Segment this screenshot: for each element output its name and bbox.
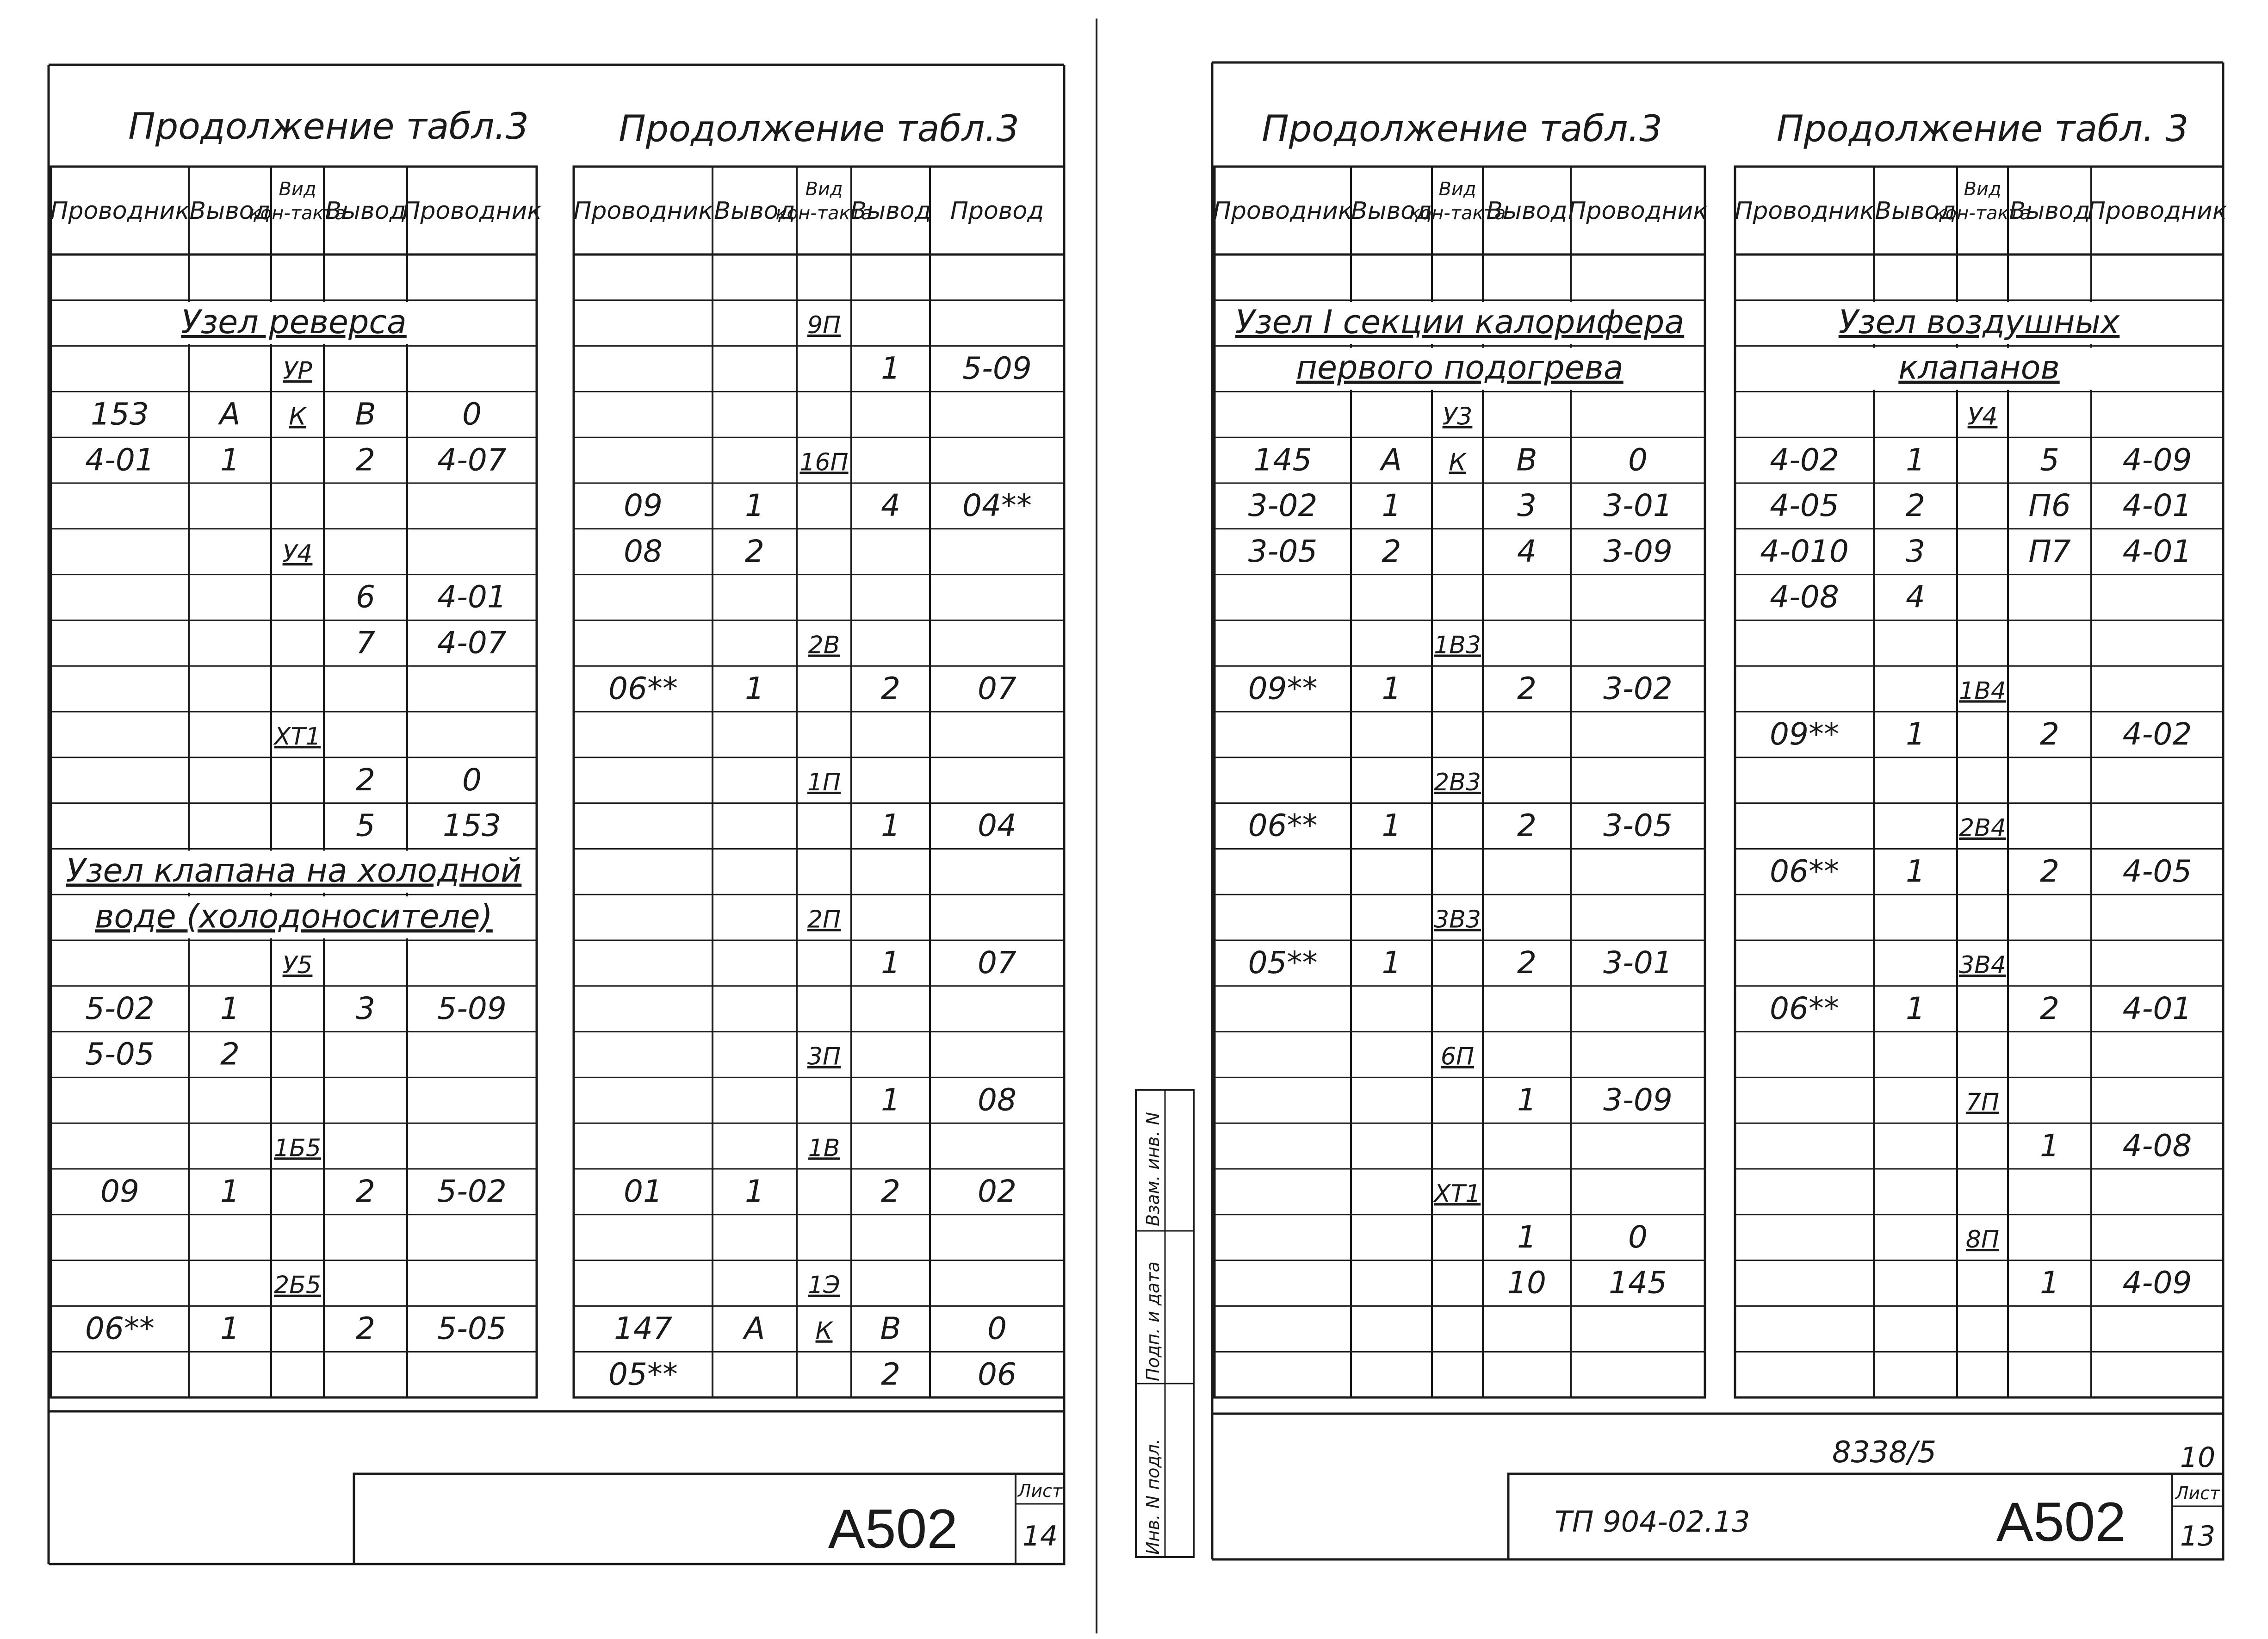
table-cell: 1 [881, 807, 900, 844]
table-cell: 3-09 [1603, 533, 1673, 569]
contact-cell: К [815, 1317, 833, 1345]
table-cell: 5 [356, 807, 375, 844]
contact-cell: ХТ1 [274, 723, 321, 751]
table-caption: Продолжение табл.3 [128, 106, 529, 148]
right-sheet-label: Лист [2175, 1483, 2220, 1503]
node-title: Узел I секции калорифера [1235, 303, 1685, 341]
table-cell: 7 [356, 625, 375, 661]
table-cell: 09 [100, 1173, 139, 1210]
table-cell: 4-01 [2122, 990, 2192, 1026]
table-cell: 2 [356, 762, 375, 798]
column-header: Вывод [189, 197, 271, 225]
header-contact-type: Вид [1438, 179, 1476, 200]
contact-cell: 6П [1440, 1043, 1475, 1071]
column-header: Вывод [714, 197, 795, 225]
stamp-inv-label: Инв. N подл. [1143, 1438, 1163, 1555]
column-header: Вывод [325, 197, 406, 225]
table-cell: 153 [443, 807, 501, 844]
contact-cell: К [289, 403, 306, 431]
table-caption: Продолжение табл. 3 [1776, 108, 2189, 150]
table-cell: 4-09 [2122, 1265, 2192, 1301]
table-cell: 02 [978, 1173, 1016, 1210]
left-sheet-number: 14 [1022, 1520, 1058, 1552]
table-cell: А [1381, 442, 1402, 478]
contact-cell: У3 [1442, 403, 1473, 431]
table-cell: 5-02 [437, 1173, 507, 1210]
table-cell: 1 [1906, 990, 1925, 1026]
table-cell: 01 [624, 1173, 663, 1210]
table-cell: 4-01 [2122, 533, 2192, 569]
table-cell: 145 [1253, 442, 1312, 478]
contact-cell: 7П [1965, 1088, 2000, 1117]
contact-cell: К [1449, 448, 1466, 477]
table-cell: П6 [2028, 488, 2071, 524]
table-cell: 2 [356, 1173, 375, 1210]
table-cell: 1 [220, 1310, 240, 1347]
table-cell: 4-08 [2122, 1128, 2192, 1164]
table-cell: 1 [881, 1082, 900, 1118]
table-cell: 4-01 [2122, 488, 2192, 524]
contact-cell: ХТ1 [1434, 1180, 1481, 1208]
contact-cell: 3П [807, 1043, 841, 1071]
table-cell: 3-02 [1603, 670, 1673, 707]
table-cell: В [880, 1310, 901, 1347]
table-cell: 4-07 [437, 442, 507, 478]
table-cell: 1 [1382, 945, 1401, 981]
table-cell: 08 [978, 1082, 1016, 1118]
table-cell: А [744, 1310, 765, 1347]
table-cell: 3 [356, 990, 375, 1026]
table-cell: 0 [1628, 1219, 1648, 1255]
contact-cell: 16П [799, 448, 849, 477]
table-cell: 2 [1906, 488, 1925, 524]
table-cell: 3-01 [1603, 488, 1673, 524]
table-cell: 05** [1248, 945, 1318, 981]
contact-cell: 1В4 [1959, 677, 2006, 705]
table-cell: 4-08 [1770, 579, 1839, 615]
node-title: первого подогрева [1296, 348, 1624, 387]
table-cell: 09 [624, 488, 663, 524]
table-cell: 2 [1517, 807, 1537, 844]
table-cell: 0 [1628, 442, 1648, 478]
table-caption: Продолжение табл.3 [619, 108, 1019, 150]
contact-cell: 2Б5 [274, 1271, 321, 1299]
table-cell: 1 [1517, 1219, 1537, 1255]
table-cell: 07 [978, 670, 1016, 707]
contact-cell: 1П [807, 768, 841, 796]
table-cell: 5-05 [85, 1036, 155, 1072]
contact-cell: 3В4 [1959, 951, 2006, 980]
table-cell: 2 [220, 1036, 240, 1072]
table-cell: 4-09 [2122, 442, 2192, 478]
contact-cell: УР [283, 357, 312, 385]
contact-cell: У5 [282, 951, 313, 980]
column-header: Вывод [2009, 197, 2090, 225]
contact-cell: 8П [1965, 1225, 2000, 1254]
table-cell: 2 [356, 442, 375, 478]
table-cell: 5 [2040, 442, 2059, 478]
table-cell: 2 [2040, 853, 2059, 889]
table-cell: П7 [2028, 533, 2071, 569]
column-header: Проводник [1213, 197, 1353, 225]
table-cell: 1 [1517, 1082, 1537, 1118]
table-cell: 05** [608, 1356, 678, 1392]
node-title: клапанов [1898, 348, 2060, 387]
column-header: Провод [950, 197, 1044, 225]
contact-cell: 1Э [808, 1271, 840, 1299]
table-cell: 6 [356, 579, 375, 615]
table-cell: 4-010 [1760, 533, 1849, 569]
contact-cell: 2В3 [1434, 768, 1481, 796]
table-cell: 1 [220, 990, 240, 1026]
table-cell: 06** [1770, 853, 1839, 889]
table-cell: 08 [624, 533, 663, 569]
table-cell: А [219, 396, 241, 432]
column-header: Проводник [1568, 197, 1708, 225]
contact-cell: 1В [808, 1134, 840, 1162]
table-cell: 4-02 [2122, 716, 2192, 752]
table-cell: 06** [608, 670, 678, 707]
contact-cell: 2В4 [1959, 814, 2006, 842]
table-cell: 3-05 [1248, 533, 1318, 569]
table-cell: 4-02 [1770, 442, 1839, 478]
table-cell: 5-09 [962, 350, 1032, 386]
table-cell: 09** [1770, 716, 1839, 752]
table-cell: 06** [1770, 990, 1839, 1026]
table-cell: 145 [1609, 1265, 1667, 1301]
contact-cell: 3В3 [1434, 906, 1481, 934]
table-cell: 2 [1517, 945, 1537, 981]
stamp-replace-label: Взам. инв. N [1143, 1112, 1163, 1226]
table-cell: 04** [962, 488, 1032, 524]
column-header: Вывод [1351, 197, 1432, 225]
column-header: Проводник [573, 197, 713, 225]
table-cell: 153 [91, 396, 149, 432]
table-cell: 1 [1382, 670, 1401, 707]
table-cell: 3-05 [1603, 807, 1673, 844]
table-cell: 2 [881, 670, 900, 707]
table-cell: 4-01 [85, 442, 155, 478]
table-cell: В [1516, 442, 1537, 478]
table-cell: 147 [614, 1310, 672, 1347]
table-cell: 2 [881, 1173, 900, 1210]
table-cell: 4 [1906, 579, 1925, 615]
column-header: Проводник [1735, 197, 1874, 225]
left-sheet-code: А502 [828, 1498, 958, 1560]
contact-cell: 1В3 [1434, 631, 1481, 659]
table-cell: 2 [2040, 716, 2059, 752]
header-contact-type: Вид [805, 179, 843, 200]
column-header: Проводник [50, 197, 190, 225]
node-title: Узел реверса [181, 303, 407, 341]
contact-cell: 2В [808, 631, 840, 659]
table-cell: 4-05 [2122, 853, 2192, 889]
table-cell: 1 [745, 670, 764, 707]
header-contact-type: Вид [279, 179, 316, 200]
header-contact-type: Вид [1964, 179, 2002, 200]
corner-number: 10 [2180, 1441, 2216, 1474]
table-cell: 10 [1507, 1265, 1546, 1301]
table-cell: 1 [1906, 853, 1925, 889]
table-cell: 07 [978, 945, 1016, 981]
table-cell: 1 [881, 350, 900, 386]
table-cell: 2 [745, 533, 764, 569]
table-cell: 06** [85, 1310, 155, 1347]
column-header: Вывод [850, 197, 931, 225]
table-cell: 3 [1517, 488, 1537, 524]
node-title: воде (холодоносителе) [95, 897, 493, 936]
table-cell: 4-01 [437, 579, 507, 615]
table-cell: 3 [1906, 533, 1925, 569]
table-cell: 1 [1382, 488, 1401, 524]
table-cell: 4 [881, 488, 900, 524]
header-contact-type: кон-такта [1409, 203, 1506, 224]
table-cell: 06** [1248, 807, 1318, 844]
contact-cell: 1Б5 [274, 1134, 321, 1162]
column-header: Вывод [1875, 197, 1956, 225]
table-cell: 1 [881, 945, 900, 981]
table-cell: 3-01 [1603, 945, 1673, 981]
table-cell: 1 [2040, 1128, 2059, 1164]
table-cell: 3-02 [1248, 488, 1318, 524]
table-caption: Продолжение табл.3 [1262, 108, 1662, 150]
table-cell: 2 [881, 1356, 900, 1392]
table-cell: 4-07 [437, 625, 507, 661]
column-header: Проводник [2087, 197, 2227, 225]
column-header: Вывод [1486, 197, 1568, 225]
table-cell: 2 [1517, 670, 1537, 707]
table-cell: 5-05 [437, 1310, 507, 1347]
right-sheet-code: А502 [1996, 1491, 2126, 1553]
table-cell: 5-09 [437, 990, 507, 1026]
node-title: Узел клапана на холодной [66, 851, 522, 890]
table-cell: 0 [462, 762, 482, 798]
contact-cell: У4 [1967, 403, 1998, 431]
left-sheet-label: Лист [1017, 1481, 1063, 1501]
table-cell: 0 [462, 396, 482, 432]
table-cell: 04 [978, 807, 1016, 844]
header-contact-type: кон-такта [1934, 203, 2031, 224]
table-cell: 2 [2040, 990, 2059, 1026]
table-cell: 1 [1906, 442, 1925, 478]
table-cell: 1 [220, 1173, 240, 1210]
right-sheet-number: 13 [2180, 1520, 2216, 1552]
table-cell: 1 [745, 1173, 764, 1210]
table-cell: 2 [1382, 533, 1401, 569]
table-cell: 2 [356, 1310, 375, 1347]
table-cell: 09** [1248, 670, 1318, 707]
table-cell: 1 [220, 442, 240, 478]
table-cell: 1 [745, 488, 764, 524]
table-cell: 1 [1906, 716, 1925, 752]
archive-number: 8338/5 [1832, 1435, 1937, 1470]
header-contact-type: кон-такта [775, 203, 873, 224]
table-cell: 4 [1517, 533, 1537, 569]
table-cell: 3-09 [1603, 1082, 1673, 1118]
contact-cell: 2П [807, 906, 841, 934]
header-contact-type: кон-такта [249, 203, 346, 224]
table-cell: В [355, 396, 376, 432]
table-cell: 06 [978, 1356, 1016, 1392]
contact-cell: У4 [282, 540, 313, 568]
table-cell: 1 [2040, 1265, 2059, 1301]
node-title: Узел воздушных [1838, 303, 2120, 341]
table-cell: 5-02 [85, 990, 155, 1026]
right-project-code: ТП 904-02.13 [1555, 1505, 1750, 1539]
contact-cell: 9П [807, 311, 841, 339]
table-cell: 0 [987, 1310, 1007, 1347]
table-cell: 4-05 [1770, 488, 1839, 524]
table-cell: 1 [1382, 807, 1401, 844]
stamp-sign-label: Подп. и дата [1143, 1261, 1163, 1381]
column-header: Проводник [402, 197, 542, 225]
